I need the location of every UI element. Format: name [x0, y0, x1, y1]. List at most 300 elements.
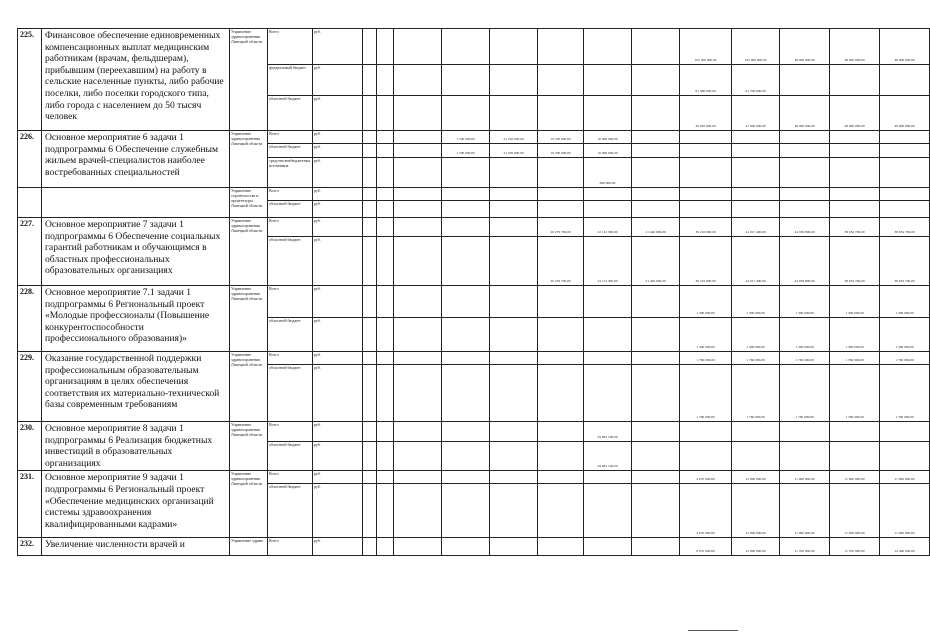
- value-cell: [880, 352, 930, 365]
- value-cell: [780, 471, 830, 484]
- budget-table: [17, 28, 930, 556]
- value-cell: [584, 471, 632, 484]
- value-cell: [490, 201, 538, 218]
- value-cell: [584, 441, 632, 471]
- unit-of-measure: руб.: [313, 29, 363, 65]
- value-cell: [363, 237, 377, 286]
- value-cell: [732, 484, 780, 538]
- value-cell: [680, 144, 732, 158]
- value-cell: [632, 144, 680, 158]
- funding-source: средства внебюджетных источников: [268, 158, 313, 188]
- value-cell: [363, 158, 377, 188]
- value-text: 10 000 000,00: [597, 137, 618, 141]
- funding-source: федеральный бюджет: [268, 65, 313, 96]
- value-text: 11 700 000,00: [794, 549, 815, 554]
- value-cell: [377, 484, 394, 538]
- value-cell: [632, 318, 680, 352]
- value-cell: [632, 237, 680, 286]
- value-cell: [538, 538, 584, 556]
- value-cell: [880, 318, 930, 352]
- value-cell: [830, 65, 880, 96]
- value-cell: [490, 237, 538, 286]
- value-cell: [632, 286, 680, 318]
- value-cell: [780, 318, 830, 352]
- value-cell: [363, 365, 377, 422]
- funding-source: Всего: [268, 29, 313, 65]
- value-cell: [442, 538, 490, 556]
- value-text: 12 090 000,00: [745, 477, 766, 482]
- value-cell: [538, 218, 584, 237]
- value-text: 12 090 000,00: [745, 531, 766, 536]
- value-text: 11 990 000,00: [844, 477, 865, 482]
- value-cell: [394, 365, 442, 422]
- value-cell: [538, 65, 584, 96]
- unit-of-measure: руб.: [313, 422, 363, 442]
- value-text: 48 000 000,00: [844, 124, 865, 128]
- value-cell: [394, 352, 442, 365]
- value-text: 22 112 300,00: [597, 279, 618, 283]
- unit-of-measure: руб.: [313, 201, 363, 218]
- value-text: 1 300 000,00: [795, 345, 814, 349]
- funding-source: Всего: [268, 218, 313, 237]
- funding-source: областной бюджет: [268, 144, 313, 158]
- value-text: 38 034 700,00: [844, 279, 865, 283]
- value-cell: [377, 286, 394, 318]
- value-text: 1 760 000,00: [746, 358, 765, 362]
- value-text: 38 034 700,00: [894, 230, 915, 234]
- table-row: [18, 131, 930, 144]
- value-cell: [490, 441, 538, 471]
- value-text: 48 000 000,00: [894, 124, 915, 128]
- funding-source: областной бюджет: [268, 201, 313, 218]
- value-cell: [394, 158, 442, 188]
- value-cell: [680, 365, 732, 422]
- table-row: [18, 286, 930, 318]
- value-text: 1 300 000,00: [746, 311, 765, 315]
- value-text: 11 990 000,00: [894, 477, 915, 482]
- value-cell: [442, 65, 490, 96]
- measure-name: Финансовое обеспечение единовременных компенсационных выплат медицинским работникам (врачам, фельдшерам), прибывшим (переехавшим) на работу в сельские населенные пункты, либо рабочие поселки, либо поселки городского типа, либо города с населением до 50 тысяч человек: [42, 29, 230, 131]
- value-text: 1 760 000,00: [696, 358, 715, 362]
- value-text: 22 112 300,00: [597, 230, 618, 234]
- value-cell: [632, 218, 680, 237]
- value-cell: [377, 188, 394, 201]
- row-number: 231.: [18, 471, 42, 538]
- value-text: 12 090 000,00: [745, 549, 766, 554]
- value-cell: [442, 188, 490, 201]
- value-cell: [880, 365, 930, 422]
- table-row: [18, 29, 930, 65]
- value-cell: [538, 158, 584, 188]
- value-text: 690 000,00: [599, 181, 616, 185]
- value-cell: [394, 144, 442, 158]
- funding-source: областной бюджет: [268, 441, 313, 471]
- value-cell: [632, 471, 680, 484]
- value-text: 10 000 000,00: [597, 151, 618, 155]
- value-text: 48 000 000,00: [844, 58, 865, 62]
- value-text: 1 760 000,00: [895, 358, 914, 362]
- value-cell: [442, 218, 490, 237]
- value-cell: [363, 201, 377, 218]
- value-cell: [880, 131, 930, 144]
- unit-of-measure: руб.: [313, 286, 363, 318]
- value-text: 48 000 000,00: [794, 58, 815, 62]
- value-cell: [363, 218, 377, 237]
- value-cell: [377, 471, 394, 484]
- value-text: 11 700 000,00: [844, 549, 865, 554]
- responsible-executor: Управление здравоохранения Липецкой области: [230, 218, 268, 286]
- measure-name: Оказание государственной поддержки профессиональным образовательным организациям в целях обеспечения соответствия их материально-технической базы современным требованиям: [42, 352, 230, 422]
- unit-of-measure: руб.: [313, 237, 363, 286]
- measure-name: Основное мероприятие 6 задачи 1 подпрограммы 6 Обеспечение служебным жильем врачей-специалистов наиболее востребованных специальностей: [42, 131, 230, 188]
- value-text: 1 700 000,00: [456, 137, 475, 141]
- value-cell: [830, 484, 880, 538]
- value-cell: [394, 538, 442, 556]
- value-cell: [394, 96, 442, 131]
- unit-of-measure: руб.: [313, 158, 363, 188]
- value-cell: [363, 471, 377, 484]
- value-text: 1 760 000,00: [895, 415, 914, 419]
- value-cell: [632, 538, 680, 556]
- value-cell: [538, 352, 584, 365]
- value-text: 21 440 000,00: [645, 279, 666, 283]
- value-cell: [632, 65, 680, 96]
- value-cell: [442, 365, 490, 422]
- value-text: 1 300 000,00: [895, 311, 914, 315]
- value-cell: [490, 471, 538, 484]
- value-cell: [377, 352, 394, 365]
- value-cell: [632, 422, 680, 442]
- funding-source: Всего: [268, 471, 313, 484]
- value-cell: [538, 237, 584, 286]
- measure-name: Основное мероприятие 7 задачи 1 подпрограммы 6 Обеспечение социальных гарантий работникам и обучающимся в областных профессиональных образовательных организациях: [42, 218, 230, 286]
- unit-of-measure: руб.: [313, 365, 363, 422]
- value-cell: [780, 158, 830, 188]
- value-text: 19 700 000,00: [550, 151, 571, 155]
- value-cell: [584, 29, 632, 65]
- value-cell: [830, 365, 880, 422]
- value-text: 20 279 700,00: [550, 230, 571, 234]
- value-cell: [780, 201, 830, 218]
- value-cell: [780, 538, 830, 556]
- table-row: [18, 422, 930, 442]
- value-cell: [732, 218, 780, 237]
- value-cell: [584, 352, 632, 365]
- funding-source: Всего: [268, 131, 313, 144]
- value-cell: [780, 96, 830, 131]
- value-cell: [377, 237, 394, 286]
- value-cell: [584, 237, 632, 286]
- funding-source: Всего: [268, 188, 313, 201]
- value-cell: [584, 422, 632, 442]
- value-cell: [880, 286, 930, 318]
- value-cell: [830, 441, 880, 471]
- value-cell: [490, 29, 538, 65]
- page-footer-mark: [688, 630, 738, 631]
- value-text: 38 034 700,00: [894, 279, 915, 283]
- value-cell: [442, 422, 490, 442]
- value-cell: [732, 188, 780, 201]
- value-text: 11 990 000,00: [794, 477, 815, 482]
- unit-of-measure: руб.: [313, 318, 363, 352]
- value-cell: [680, 286, 732, 318]
- value-cell: [830, 96, 880, 131]
- funding-source: Всего: [268, 422, 313, 442]
- value-cell: [680, 538, 732, 556]
- value-cell: [442, 471, 490, 484]
- value-cell: [490, 96, 538, 131]
- value-cell: [584, 144, 632, 158]
- value-cell: [680, 471, 732, 484]
- value-cell: [830, 218, 880, 237]
- unit-of-measure: руб.: [313, 471, 363, 484]
- value-text: 103 000 000,00: [744, 58, 767, 62]
- funding-source: Всего: [268, 286, 313, 318]
- unit-of-measure: руб.: [313, 441, 363, 471]
- funding-source: областной бюджет: [268, 318, 313, 352]
- value-text: 4 070 000,00: [696, 477, 715, 482]
- value-cell: [880, 188, 930, 201]
- value-cell: [732, 441, 780, 471]
- value-cell: [394, 188, 442, 201]
- value-cell: [780, 29, 830, 65]
- value-cell: [490, 158, 538, 188]
- measure-name: Увеличение численности врачей и: [42, 538, 230, 556]
- value-cell: [363, 65, 377, 96]
- unit-of-measure: руб.: [313, 96, 363, 131]
- responsible-executor: Управление здравоохранения Липецкой области: [230, 422, 268, 471]
- value-text: 102 300 000,00: [694, 58, 717, 62]
- value-cell: [538, 422, 584, 442]
- value-cell: [363, 538, 377, 556]
- value-cell: [377, 65, 394, 96]
- value-cell: [880, 218, 930, 237]
- value-cell: [538, 96, 584, 131]
- value-cell: [538, 188, 584, 201]
- value-text: 24 039 800,00: [794, 279, 815, 283]
- value-text: 1 300 000,00: [696, 311, 715, 315]
- value-cell: [680, 237, 732, 286]
- row-number: 226.: [18, 131, 42, 188]
- document-page: [17, 28, 915, 556]
- value-cell: [830, 201, 880, 218]
- value-cell: [780, 365, 830, 422]
- value-cell: [363, 96, 377, 131]
- value-text: 8 070 000,00: [696, 549, 715, 554]
- value-cell: [830, 237, 880, 286]
- funding-source: областной бюджет: [268, 484, 313, 538]
- value-cell: [632, 201, 680, 218]
- value-cell: [394, 471, 442, 484]
- table-row: [18, 471, 930, 484]
- value-text: 19 700 000,00: [550, 137, 571, 141]
- value-cell: [584, 286, 632, 318]
- value-cell: [490, 188, 538, 201]
- value-cell: [363, 484, 377, 538]
- value-cell: [880, 422, 930, 442]
- value-cell: [363, 318, 377, 352]
- value-cell: [732, 65, 780, 96]
- value-cell: [442, 158, 490, 188]
- value-cell: [880, 201, 930, 218]
- value-cell: [830, 188, 880, 201]
- value-cell: [538, 484, 584, 538]
- value-cell: [680, 188, 732, 201]
- value-cell: [632, 441, 680, 471]
- measure-name: Основное мероприятие 9 задачи 1 подпрограммы 6 Региональный проект «Обеспечение медицинских организаций системы здравоохранения квалифицированными кадрами»: [42, 471, 230, 538]
- value-cell: [584, 131, 632, 144]
- value-text: 24 917 400,00: [745, 230, 766, 234]
- value-cell: [442, 96, 490, 131]
- value-cell: [538, 441, 584, 471]
- value-cell: [363, 144, 377, 158]
- value-cell: [490, 65, 538, 96]
- value-cell: [732, 201, 780, 218]
- value-cell: [490, 218, 538, 237]
- value-cell: [377, 201, 394, 218]
- value-text: 21 250 000,00: [503, 137, 524, 141]
- value-cell: [538, 144, 584, 158]
- value-cell: [680, 29, 732, 65]
- value-cell: [394, 484, 442, 538]
- funding-source: областной бюджет: [268, 237, 313, 286]
- value-text: 1 760 000,00: [845, 358, 864, 362]
- value-text: 40 920 000,00: [695, 124, 716, 128]
- value-cell: [394, 286, 442, 318]
- value-cell: [732, 29, 780, 65]
- value-cell: [632, 158, 680, 188]
- value-cell: [377, 29, 394, 65]
- value-text: 61 700 000,00: [745, 89, 766, 93]
- value-cell: [584, 201, 632, 218]
- value-cell: [632, 484, 680, 538]
- value-cell: [880, 538, 930, 556]
- value-cell: [377, 144, 394, 158]
- value-cell: [442, 201, 490, 218]
- value-cell: [680, 218, 732, 237]
- value-cell: [394, 237, 442, 286]
- value-cell: [632, 131, 680, 144]
- value-cell: [442, 441, 490, 471]
- value-cell: [377, 218, 394, 237]
- value-cell: [830, 29, 880, 65]
- row-number: 229.: [18, 352, 42, 422]
- table-row: [18, 538, 930, 556]
- value-cell: [377, 441, 394, 471]
- value-cell: [680, 131, 732, 144]
- value-cell: [880, 65, 930, 96]
- responsible-executor: Управление здравоохранения Липецкой области: [230, 352, 268, 422]
- value-cell: [584, 188, 632, 201]
- value-cell: [363, 352, 377, 365]
- unit-of-measure: руб.: [313, 65, 363, 96]
- value-text: 30 216 000,00: [695, 230, 716, 234]
- value-cell: [394, 422, 442, 442]
- value-cell: [394, 201, 442, 218]
- value-cell: [680, 422, 732, 442]
- value-text: 24 917 400,00: [745, 279, 766, 283]
- value-cell: [732, 422, 780, 442]
- value-text: 1 300 000,00: [845, 345, 864, 349]
- value-cell: [442, 29, 490, 65]
- value-cell: [880, 237, 930, 286]
- value-cell: [830, 422, 880, 442]
- value-cell: [830, 538, 880, 556]
- table-row: [18, 218, 930, 237]
- row-number: 227.: [18, 218, 42, 286]
- value-cell: [377, 538, 394, 556]
- value-cell: [394, 65, 442, 96]
- value-cell: [377, 365, 394, 422]
- value-cell: [732, 96, 780, 131]
- value-cell: [490, 352, 538, 365]
- value-cell: [780, 441, 830, 471]
- funding-source: областной бюджет: [268, 96, 313, 131]
- value-cell: [363, 131, 377, 144]
- responsible-executor: Управление строительства и архитектуры Липецкой области: [230, 188, 268, 218]
- value-cell: [377, 422, 394, 442]
- value-text: 20 279 700,00: [550, 279, 571, 283]
- funding-source: областной бюджет: [268, 365, 313, 422]
- value-cell: [680, 158, 732, 188]
- value-cell: [538, 286, 584, 318]
- row-number: 232.: [18, 538, 42, 556]
- value-text: 29 881 100,00: [597, 464, 618, 469]
- value-cell: [880, 471, 930, 484]
- value-cell: [732, 318, 780, 352]
- value-text: 30 216 000,00: [695, 279, 716, 283]
- value-cell: [732, 158, 780, 188]
- table-row: [18, 188, 930, 201]
- responsible-executor: Управление здравоохранения Липецкой области: [230, 471, 268, 538]
- value-cell: [732, 131, 780, 144]
- row-number: 230.: [18, 422, 42, 471]
- value-text: 11 990 000,00: [894, 531, 915, 536]
- value-cell: [732, 286, 780, 318]
- value-cell: [830, 318, 880, 352]
- value-cell: [442, 286, 490, 318]
- value-cell: [680, 352, 732, 365]
- value-cell: [584, 484, 632, 538]
- value-cell: [680, 318, 732, 352]
- row-number: 228.: [18, 286, 42, 352]
- value-cell: [490, 365, 538, 422]
- value-cell: [490, 318, 538, 352]
- value-cell: [442, 484, 490, 538]
- responsible-executor: Управление здравоохранения Липецкой области: [230, 286, 268, 352]
- value-cell: [632, 29, 680, 65]
- value-cell: [830, 131, 880, 144]
- value-cell: [584, 538, 632, 556]
- value-text: 11 990 000,00: [794, 531, 815, 536]
- value-cell: [377, 96, 394, 131]
- value-cell: [377, 158, 394, 188]
- value-text: 1 300 000,00: [696, 345, 715, 349]
- value-cell: [780, 65, 830, 96]
- value-cell: [780, 286, 830, 318]
- value-cell: [880, 484, 930, 538]
- value-cell: [363, 422, 377, 442]
- value-cell: [584, 365, 632, 422]
- value-cell: [442, 144, 490, 158]
- value-cell: [584, 158, 632, 188]
- value-text: 1 760 000,00: [845, 415, 864, 419]
- value-cell: [377, 131, 394, 144]
- value-cell: [442, 237, 490, 286]
- value-cell: [780, 131, 830, 144]
- value-cell: [490, 286, 538, 318]
- value-cell: [490, 422, 538, 442]
